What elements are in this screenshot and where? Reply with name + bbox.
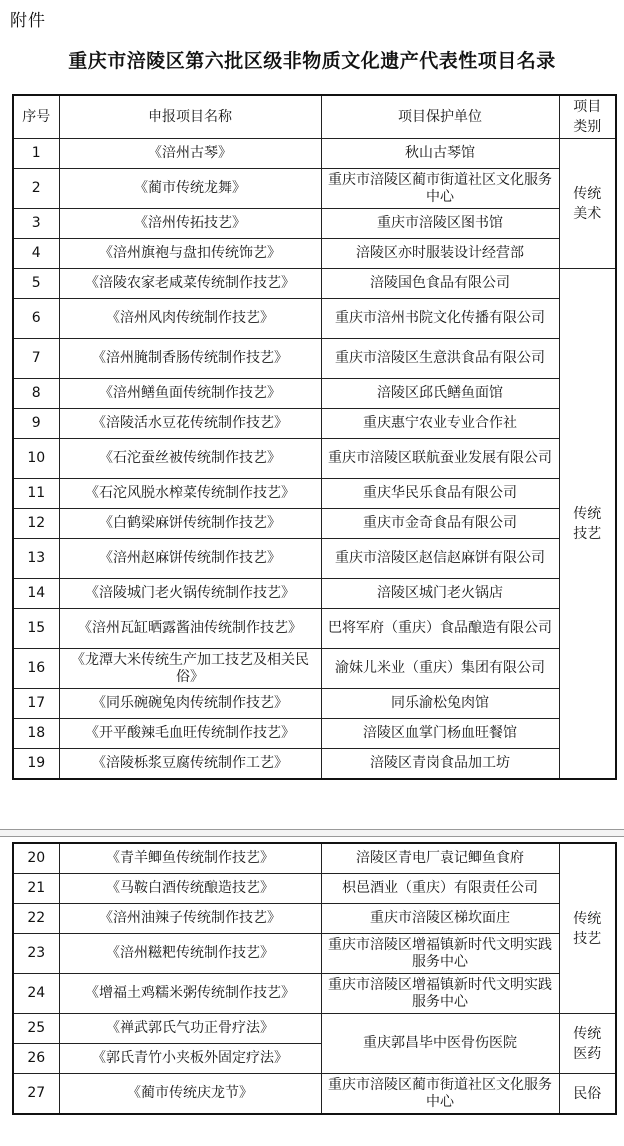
row-name: 《涪州旗袍与盘扣传统饰艺》	[59, 239, 321, 269]
table-row	[13, 379, 616, 409]
category-folk: 民俗	[573, 1085, 602, 1102]
row-unit: 重庆郭昌毕中医骨伤医院	[321, 1014, 559, 1074]
category-craft: 传统技艺	[573, 910, 602, 947]
row-unit: 涪陵区亦时服装设计经营部	[321, 239, 559, 269]
table-row	[13, 139, 616, 169]
row-unit: 涪陵区青电厂袁记鲫鱼食府	[321, 843, 559, 874]
row-no: 3	[13, 209, 59, 239]
table-row	[13, 1014, 616, 1044]
heritage-table-part-1	[12, 94, 617, 780]
header-no: 序号	[13, 95, 59, 139]
category-cell	[559, 843, 616, 1014]
row-no: 27	[13, 1074, 59, 1115]
row-name: 《蔺市传统龙舞》	[59, 169, 321, 209]
row-no: 13	[13, 539, 59, 579]
row-unit: 重庆市金奇食品有限公司	[321, 509, 559, 539]
table-row	[13, 974, 616, 1014]
category-cell	[559, 1074, 616, 1115]
row-no: 22	[13, 904, 59, 934]
row-unit: 重庆市涪陵区蔺市街道社区文化服务中心	[321, 169, 559, 209]
row-no: 21	[13, 874, 59, 904]
header-name: 申报项目名称	[59, 95, 321, 139]
row-no: 1	[13, 139, 59, 169]
table-row	[13, 934, 616, 974]
row-unit: 重庆市涪陵区生意洪食品有限公司	[321, 339, 559, 379]
row-no: 24	[13, 974, 59, 1014]
row-unit: 重庆市涪陵区联航蚕业发展有限公司	[321, 439, 559, 479]
row-no: 25	[13, 1014, 59, 1044]
row-name: 《涪陵城门老火锅传统制作技艺》	[59, 579, 321, 609]
row-name: 《涪州油辣子传统制作技艺》	[59, 904, 321, 934]
row-name: 《涪州古琴》	[59, 139, 321, 169]
header-unit: 项目保护单位	[321, 95, 559, 139]
attachment-label: 附件	[10, 11, 46, 31]
row-name: 《开平酸辣毛血旺传统制作技艺》	[59, 719, 321, 749]
table-row	[13, 479, 616, 509]
row-unit: 重庆市涪陵区增福镇新时代文明实践服务中心	[321, 974, 559, 1014]
row-no: 12	[13, 509, 59, 539]
row-name: 《涪州赵麻饼传统制作技艺》	[59, 539, 321, 579]
category-art: 传统美术	[573, 185, 602, 222]
table-row	[13, 539, 616, 579]
table-row	[13, 339, 616, 379]
table-row	[13, 169, 616, 209]
table-row	[13, 409, 616, 439]
table-row	[13, 509, 616, 539]
row-name: 《禅武郭氏气功正骨疗法》	[59, 1014, 321, 1044]
row-no: 8	[13, 379, 59, 409]
table-row	[13, 1074, 616, 1115]
row-no: 26	[13, 1044, 59, 1074]
row-name: 《马鞍白酒传统酿造技艺》	[59, 874, 321, 904]
table-row	[13, 749, 616, 780]
category-cell	[559, 1014, 616, 1074]
row-unit: 巴将军府（重庆）食品酿造有限公司	[321, 609, 559, 649]
row-unit: 秋山古琴馆	[321, 139, 559, 169]
row-name: 《石沱蚕丝被传统制作技艺》	[59, 439, 321, 479]
row-name: 《郭氏青竹小夹板外固定疗法》	[59, 1044, 321, 1074]
row-no: 15	[13, 609, 59, 649]
table-row	[13, 874, 616, 904]
row-no: 2	[13, 169, 59, 209]
row-unit: 涪陵区青岗食品加工坊	[321, 749, 559, 780]
row-no: 11	[13, 479, 59, 509]
page-break-divider	[0, 829, 624, 837]
row-unit: 涪陵国色食品有限公司	[321, 269, 559, 299]
table-row	[13, 719, 616, 749]
row-no: 18	[13, 719, 59, 749]
table-row	[13, 239, 616, 269]
heritage-table-part-2	[12, 842, 617, 1115]
table-row	[13, 209, 616, 239]
row-unit: 重庆市涪陵区赵信赵麻饼有限公司	[321, 539, 559, 579]
row-unit: 重庆市涪陵区梯坎面庄	[321, 904, 559, 934]
category-medicine: 传统医药	[573, 1025, 602, 1062]
category-cell	[559, 139, 616, 269]
header-category	[559, 95, 616, 139]
table-row	[13, 439, 616, 479]
table-row	[13, 269, 616, 299]
table-row	[13, 843, 616, 874]
row-unit: 重庆市涪陵区图书馆	[321, 209, 559, 239]
row-name: 《白鹤梁麻饼传统制作技艺》	[59, 509, 321, 539]
table-row	[13, 609, 616, 649]
row-no: 20	[13, 843, 59, 874]
row-unit: 重庆市涪陵区增福镇新时代文明实践服务中心	[321, 934, 559, 974]
row-name: 《涪州风肉传统制作技艺》	[59, 299, 321, 339]
header-category-label: 项目类别	[573, 99, 602, 135]
row-no: 10	[13, 439, 59, 479]
row-unit: 重庆华民乐食品有限公司	[321, 479, 559, 509]
table-row	[13, 689, 616, 719]
table-header-row	[13, 95, 616, 139]
row-name: 《增福土鸡糯米粥传统制作技艺》	[59, 974, 321, 1014]
row-name: 《石沱风脱水榨菜传统制作技艺》	[59, 479, 321, 509]
row-name: 《青羊鲫鱼传统制作技艺》	[59, 843, 321, 874]
row-name: 《涪陵栎浆豆腐传统制作工艺》	[59, 749, 321, 780]
table-row	[13, 579, 616, 609]
document-title: 重庆市涪陵区第六批区级非物质文化遗产代表性项目名录	[68, 50, 556, 72]
row-unit: 渝妹儿米业（重庆）集团有限公司	[321, 649, 559, 689]
row-no: 7	[13, 339, 59, 379]
row-no: 4	[13, 239, 59, 269]
row-name: 《涪州糍粑传统制作技艺》	[59, 934, 321, 974]
row-unit: 涪陵区邱氏鳝鱼面馆	[321, 379, 559, 409]
row-name: 《蔺市传统庆龙节》	[59, 1074, 321, 1115]
row-name: 《龙潭大米传统生产加工技艺及相关民俗》	[59, 649, 321, 689]
row-unit: 涪陵区血掌门杨血旺餐馆	[321, 719, 559, 749]
row-no: 5	[13, 269, 59, 299]
row-no: 14	[13, 579, 59, 609]
row-unit: 同乐渝松兔肉馆	[321, 689, 559, 719]
row-no: 6	[13, 299, 59, 339]
row-unit: 重庆市涪陵区蔺市街道社区文化服务中心	[321, 1074, 559, 1115]
row-no: 9	[13, 409, 59, 439]
row-no: 23	[13, 934, 59, 974]
row-name: 《涪陵活水豆花传统制作技艺》	[59, 409, 321, 439]
row-name: 《涪州瓦缸晒露酱油传统制作技艺》	[59, 609, 321, 649]
category-cell	[559, 269, 616, 780]
row-no: 17	[13, 689, 59, 719]
row-unit: 重庆惠宁农业专业合作社	[321, 409, 559, 439]
row-no: 16	[13, 649, 59, 689]
row-unit: 涪陵区城门老火锅店	[321, 579, 559, 609]
row-name: 《涪州传拓技艺》	[59, 209, 321, 239]
row-unit: 枳邑酒业（重庆）有限责任公司	[321, 874, 559, 904]
row-unit: 重庆市涪州书院文化传播有限公司	[321, 299, 559, 339]
table-row	[13, 299, 616, 339]
category-craft: 传统技艺	[573, 505, 602, 542]
row-name: 《涪陵农家老咸菜传统制作技艺》	[59, 269, 321, 299]
table-row	[13, 649, 616, 689]
row-name: 《涪州鳝鱼面传统制作技艺》	[59, 379, 321, 409]
row-name: 《涪州腌制香肠传统制作技艺》	[59, 339, 321, 379]
row-name: 《同乐碗碗兔肉传统制作技艺》	[59, 689, 321, 719]
table-row	[13, 904, 616, 934]
row-no: 19	[13, 749, 59, 780]
